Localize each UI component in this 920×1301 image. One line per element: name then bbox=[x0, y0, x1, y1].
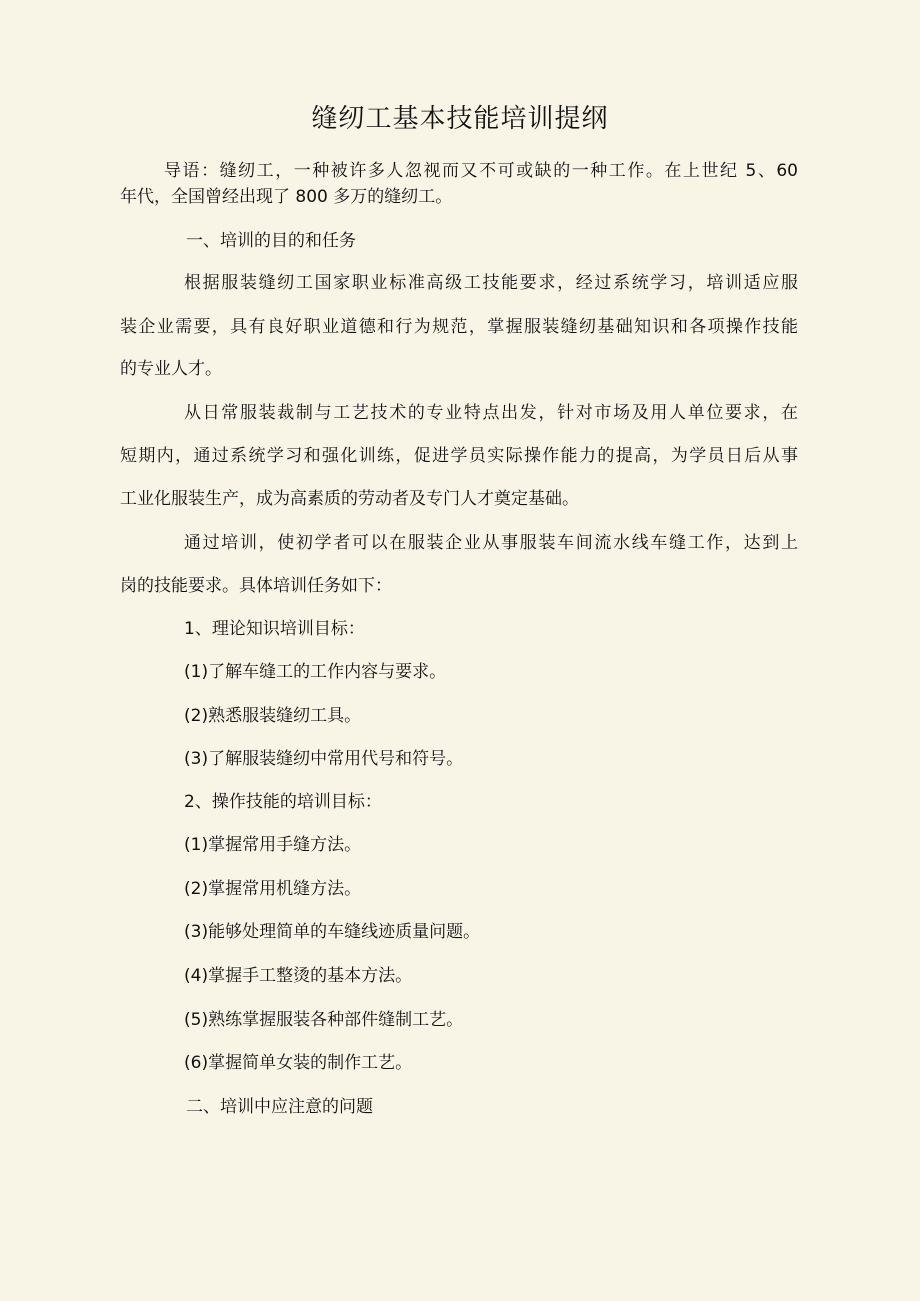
section-heading: 二、培训中应注意的问题 bbox=[186, 1097, 373, 1117]
paragraph-line: 短期内，通过系统学习和强化训练，促进学员实际操作能力的提高，为学员日后从事 bbox=[120, 446, 798, 466]
paragraph-line: 的专业人才。 bbox=[120, 359, 222, 379]
list-item: (2)熟悉服装缝纫工具。 bbox=[184, 706, 362, 726]
paragraph-line: 工业化服装生产，成为高素质的劳动者及专门人才奠定基础。 bbox=[120, 489, 579, 509]
list-item: (3)了解服装缝纫中常用代号和符号。 bbox=[184, 749, 464, 769]
subsection-heading: 1、理论知识培训目标： bbox=[184, 619, 365, 639]
paragraph-line: 装企业需要，具有良好职业道德和行为规范，掌握服装缝纫基础知识和各项操作技能 bbox=[120, 317, 798, 337]
paragraph-line: 根据服装缝纫工国家职业标准高级工技能要求，经过系统学习，培训适应服 bbox=[184, 273, 798, 293]
document-title: 缝纫工基本技能培训提纲 bbox=[311, 104, 609, 134]
intro-line-2: 年代，全国曾经出现了 800 多万的缝纫工。 bbox=[120, 187, 453, 207]
list-item: (4)掌握手工整烫的基本方法。 bbox=[184, 966, 413, 986]
paragraph-line: 通过培训，使初学者可以在服装企业从事服装车间流水线车缝工作，达到上 bbox=[184, 533, 798, 553]
list-item: (1)了解车缝工的工作内容与要求。 bbox=[184, 662, 447, 682]
section-heading: 一、培训的目的和任务 bbox=[186, 231, 356, 251]
list-item: (6)掌握简单女装的制作工艺。 bbox=[184, 1053, 413, 1073]
list-item: (1)掌握常用手缝方法。 bbox=[184, 835, 362, 855]
list-item: (5)熟练掌握服装各种部件缝制工艺。 bbox=[184, 1010, 464, 1030]
intro-line-1: 导语：缝纫工，一种被许多人忽视而又不可或缺的一种工作。在上世纪 5、60 bbox=[164, 161, 798, 181]
list-item: (2)掌握常用机缝方法。 bbox=[184, 879, 362, 899]
list-item: (3)能够处理简单的车缝线迹质量问题。 bbox=[184, 922, 481, 942]
subsection-heading: 2、操作技能的培训目标： bbox=[184, 792, 382, 812]
paragraph-line: 从日常服装裁制与工艺技术的专业特点出发，针对市场及用人单位要求，在 bbox=[184, 403, 798, 423]
paragraph-line: 岗的技能要求。具体培训任务如下： bbox=[120, 576, 392, 596]
